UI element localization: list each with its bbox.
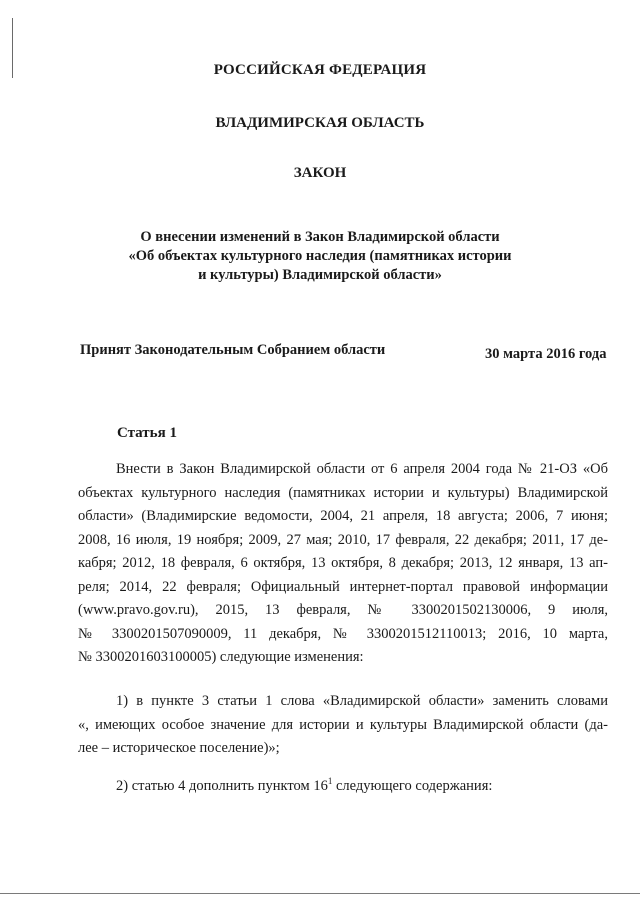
paragraph-line: № 3300201507090009, 11 декабря, № 3300201512110013; 2016, 10 марта, xyxy=(78,625,608,642)
paragraph-line: 2008, 16 июля, 19 ноября; 2009, 27 мая; 2010, 17 февраля, 22 декабря; 2011, 17 де- xyxy=(78,531,608,548)
title-line: О внесении изменений в Закон Владимирской области xyxy=(140,229,500,245)
paragraph-line: «, имеющих особое значение для истории и культуры Владимирской области (да- xyxy=(78,716,608,733)
article-intro-paragraph xyxy=(78,458,608,670)
document-type: ЗАКОН xyxy=(293,165,347,181)
scan-edge-bottom xyxy=(0,893,640,894)
article-item-1 xyxy=(78,690,608,761)
title-line: и культуры) Владимирской области» xyxy=(198,267,442,283)
title-line: «Об объектах культурного наследия (памятниках истории xyxy=(128,248,512,264)
header-region: ВЛАДИМИРСКАЯ ОБЛАСТЬ xyxy=(215,115,425,131)
header-country: РОССИЙСКАЯ ФЕДЕРАЦИЯ xyxy=(213,62,427,78)
paragraph-line: лее – историческое поселение)»; xyxy=(78,740,280,756)
paragraph-line: 1) в пункте 3 статьи 1 слова «Владимирской области» заменить словами xyxy=(116,693,608,709)
adoption-label: Принят Законодательным Собранием области xyxy=(80,342,386,358)
paragraph-line: объектах культурного наследия (памятниках истории и культуры) Владимирской xyxy=(78,484,608,501)
item2-suffix: следующего содержания: xyxy=(332,778,493,794)
paragraph-line: реля; 2014, 22 февраля; Официальный интернет-портал правовой информации xyxy=(78,578,608,595)
paragraph-line: № 3300201603100005) следующие изменения: xyxy=(78,649,364,665)
paragraph-line: Внести в Закон Владимирской области от 6 апреля 2004 года № 21-ОЗ «Об xyxy=(116,461,608,477)
item2-prefix: 2) статью 4 дополнить пунктом 16 xyxy=(116,778,328,794)
article-heading: Статья 1 xyxy=(117,425,177,441)
paragraph-line: области» (Владимирские ведомости, 2004, 21 апреля, 18 августа; 2006, 7 июня; xyxy=(78,508,608,524)
item2-superscript: 1 xyxy=(327,776,333,786)
paragraph-line: кабря; 2012, 18 февраля, 6 октября, 13 октября, 8 декабря; 2013, 12 января, 13 ап- xyxy=(78,555,608,571)
document-title xyxy=(0,228,640,285)
adoption-date: 30 марта 2016 года xyxy=(485,346,607,362)
paragraph-line xyxy=(78,770,608,799)
paragraph-line: (www.pravo.gov.ru), 2015, 13 февраля, № 3300201502130006, 9 июля, xyxy=(78,602,608,618)
article-item-2 xyxy=(78,770,608,799)
